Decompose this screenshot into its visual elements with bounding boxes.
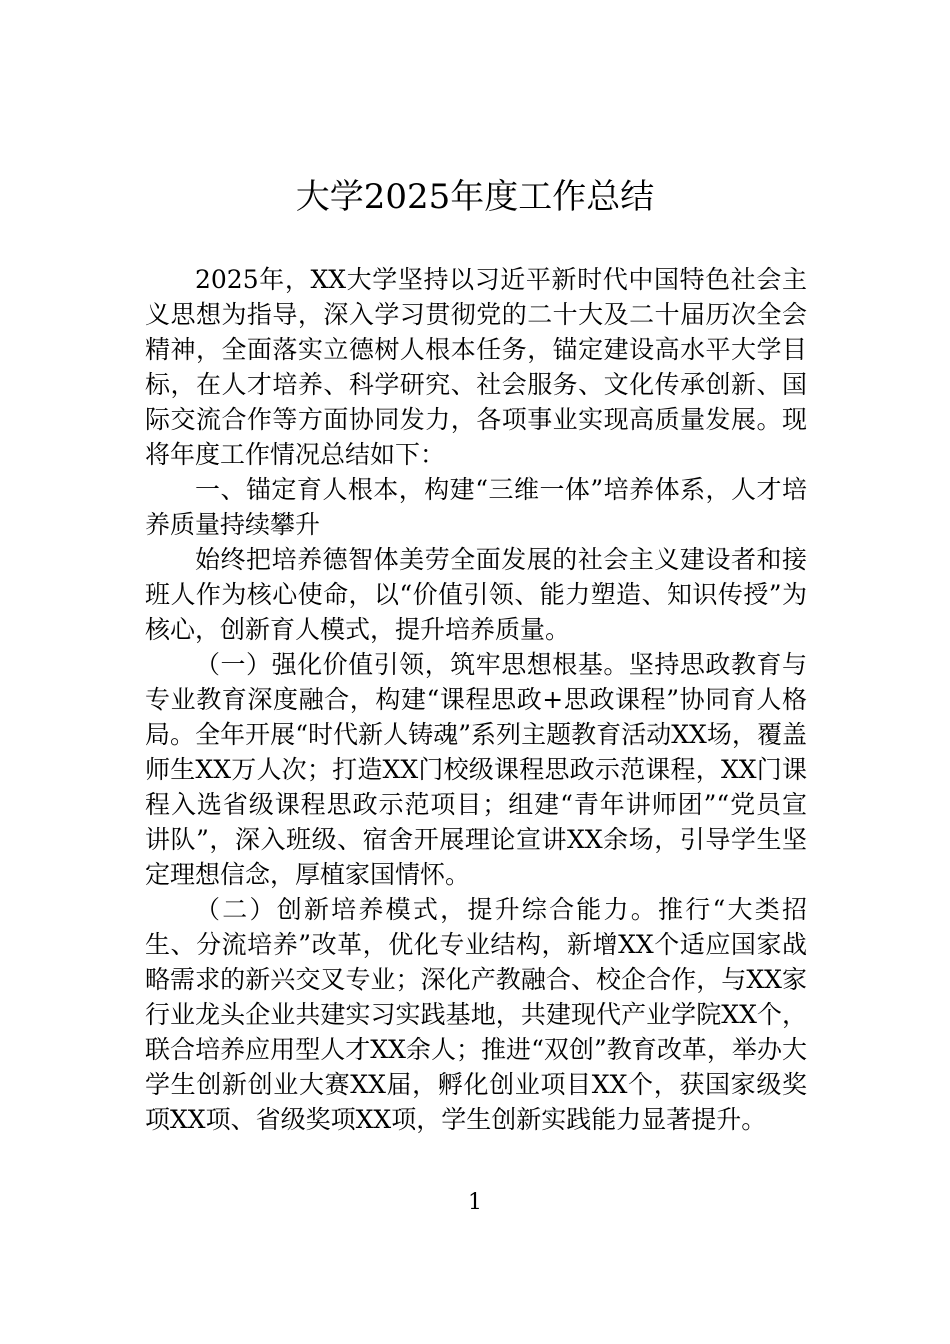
section-summary-paragraph: 始终把培养德智体美劳全面发展的社会主义建设者和接班人作为核心使命，以“价值引领、能力塑造、知识传授”为核心，创新育人模式，提升培养质量。 [145,545,807,644]
intro-paragraph: 2025年，XX大学坚持以习近平新时代中国特色社会主义思想为指导，深入学习贯彻党的二十大及二十届历次全会精神，全面落实立德树人根本任务，锚定建设高水平大学目标，在人才培养、科学研究、社会服务、文化传承创新、国际交流合作等方面协同发力，各项事业实现高质量发展。现将年度工作情况总结如下： [145,265,807,469]
section-heading-1: 一、锚定育人根本，构建“三维一体”培养体系，人才培养质量持续攀升 [145,475,807,539]
page-number: 1 [468,1190,482,1215]
document-body [145,262,807,1137]
subsection-training-model-paragraph: （二）创新培养模式，提升综合能力。推行“大类招生、分流培养”改革，优化专业结构，新增XX个适应国家战略需求的新兴交叉专业；深化产教融合、校企合作，与XX家行业龙头企业共建实习实践基地，共建现代产业学院XX个，联合培养应用型人才XX余人；推进“双创”教育改革，举办大学生创新创业大赛XX届，孵化创业项目XX个，获国家级奖项XX项、省级奖项XX项，学生创新实践能力显著提升。 [145,895,807,1134]
subsection-value-guidance-paragraph: （一）强化价值引领，筑牢思想根基。坚持思政教育与专业教育深度融合，构建“课程思政+思政课程”协同育人格局。全年开展“时代新人铸魂”系列主题教育活动XX场，覆盖师生XX万人次；打造XX门校级课程思政示范课程，XX门课程入选省级课程思政示范项目；组建“青年讲师团”“党员宣讲队”，深入班级、宿舍开展理论宣讲XX余场，引导学生坚定理想信念，厚植家国情怀。 [145,650,807,889]
document-title: 大学2025年度工作总结 [295,177,655,217]
